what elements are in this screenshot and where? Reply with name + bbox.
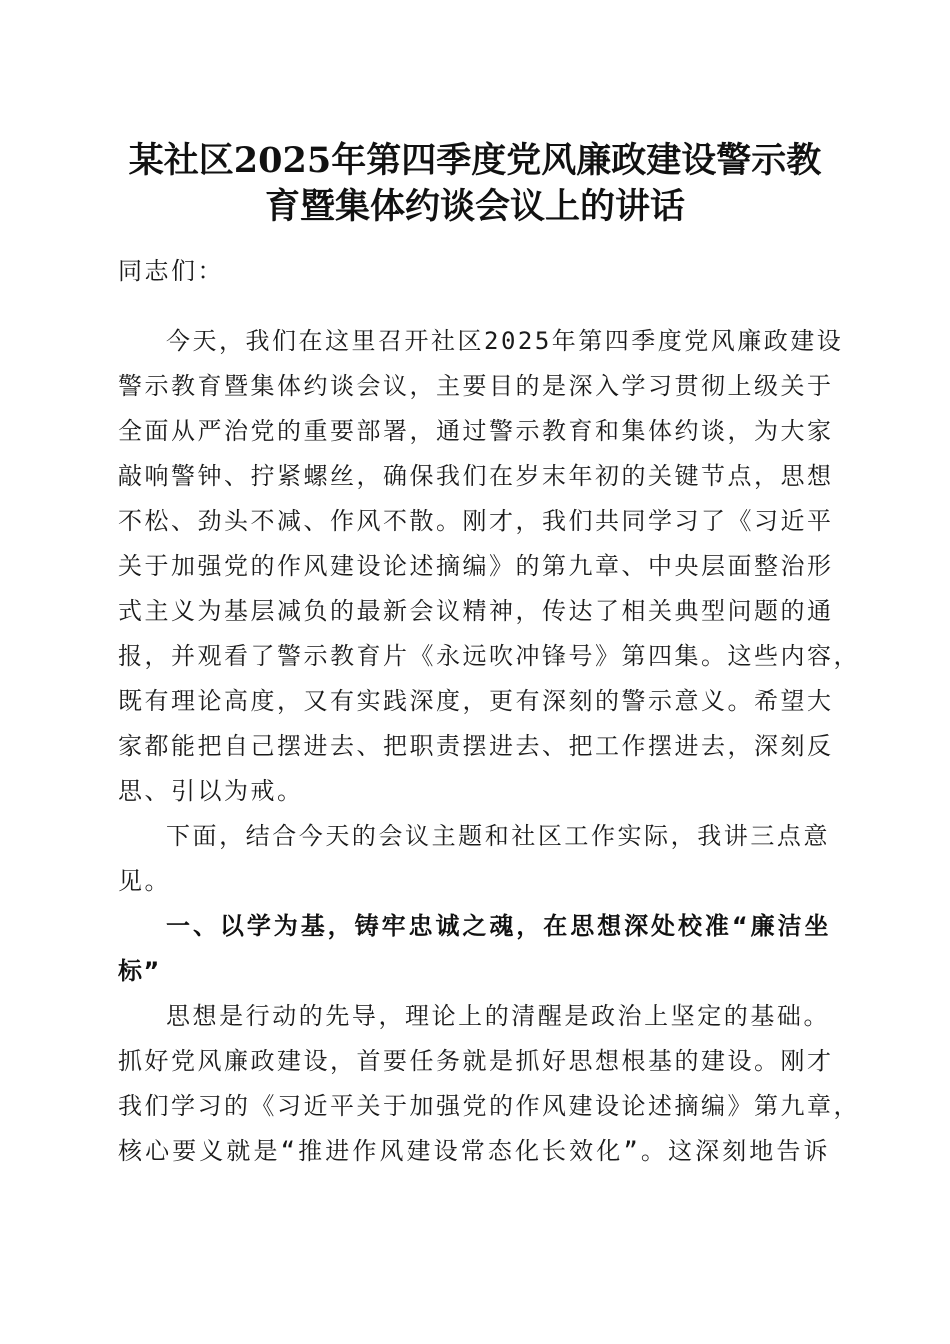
- paragraph-line: 下面，结合今天的会议主题和社区工作实际，我讲三点意: [166, 822, 830, 850]
- paragraph-line: 思、引以为戒。: [118, 777, 304, 805]
- paragraph-line: 家都能把自己摆进去、把职责摆进去、把工作摆进去，深刻反: [118, 732, 834, 760]
- paragraph-line: 警示教育暨集体约谈会议，主要目的是深入学习贯彻上级关于: [118, 372, 834, 400]
- paragraph-line: 报，并观看了警示教育片《永远吹冲锋号》第四集。这些内容，: [118, 642, 860, 670]
- document-title-line-1: 某社区2025年第四季度党风廉政建设警示教: [128, 140, 822, 181]
- paragraph-line: 思想是行动的先导，理论上的清醒是政治上坚定的基础。: [166, 1002, 830, 1030]
- salutation: 同志们：: [118, 257, 224, 285]
- paragraph-line: 核心要义就是“推进作风建设常态化长效化”。这深刻地告诉: [118, 1137, 830, 1165]
- paragraph-line: 抓好党风廉政建设，首要任务就是抓好思想根基的建设。刚才: [118, 1047, 834, 1075]
- paragraph-line: 式主义为基层减负的最新会议精神，传达了相关典型问题的通: [118, 597, 834, 625]
- paragraph-line: 既有理论高度，又有实践深度，更有深刻的警示意义。希望大: [118, 687, 834, 715]
- paragraph-line: 见。: [118, 867, 171, 895]
- paragraph-line: 全面从严治党的重要部署，通过警示教育和集体约谈，为大家: [118, 417, 834, 445]
- paragraph-line: 敲响警钟、拧紧螺丝，确保我们在岁末年初的关键节点，思想: [118, 462, 834, 490]
- section-heading-1-cont: 标”: [118, 957, 161, 985]
- paragraph-line: 今天，我们在这里召开社区2025年第四季度党风廉政建设: [166, 327, 844, 355]
- document-title-line-2: 育暨集体约谈会议上的讲话: [264, 186, 685, 227]
- paragraph-line: 关于加强党的作风建设论述摘编》的第九章、中央层面整治形: [118, 552, 834, 580]
- paragraph-line: 我们学习的《习近平关于加强党的作风建设论述摘编》第九章，: [118, 1092, 860, 1120]
- section-heading-1: 一、以学为基，铸牢忠诚之魂，在思想深处校准“廉洁坐: [166, 912, 830, 940]
- paragraph-line: 不松、劲头不减、作风不散。刚才，我们共同学习了《习近平: [118, 507, 834, 535]
